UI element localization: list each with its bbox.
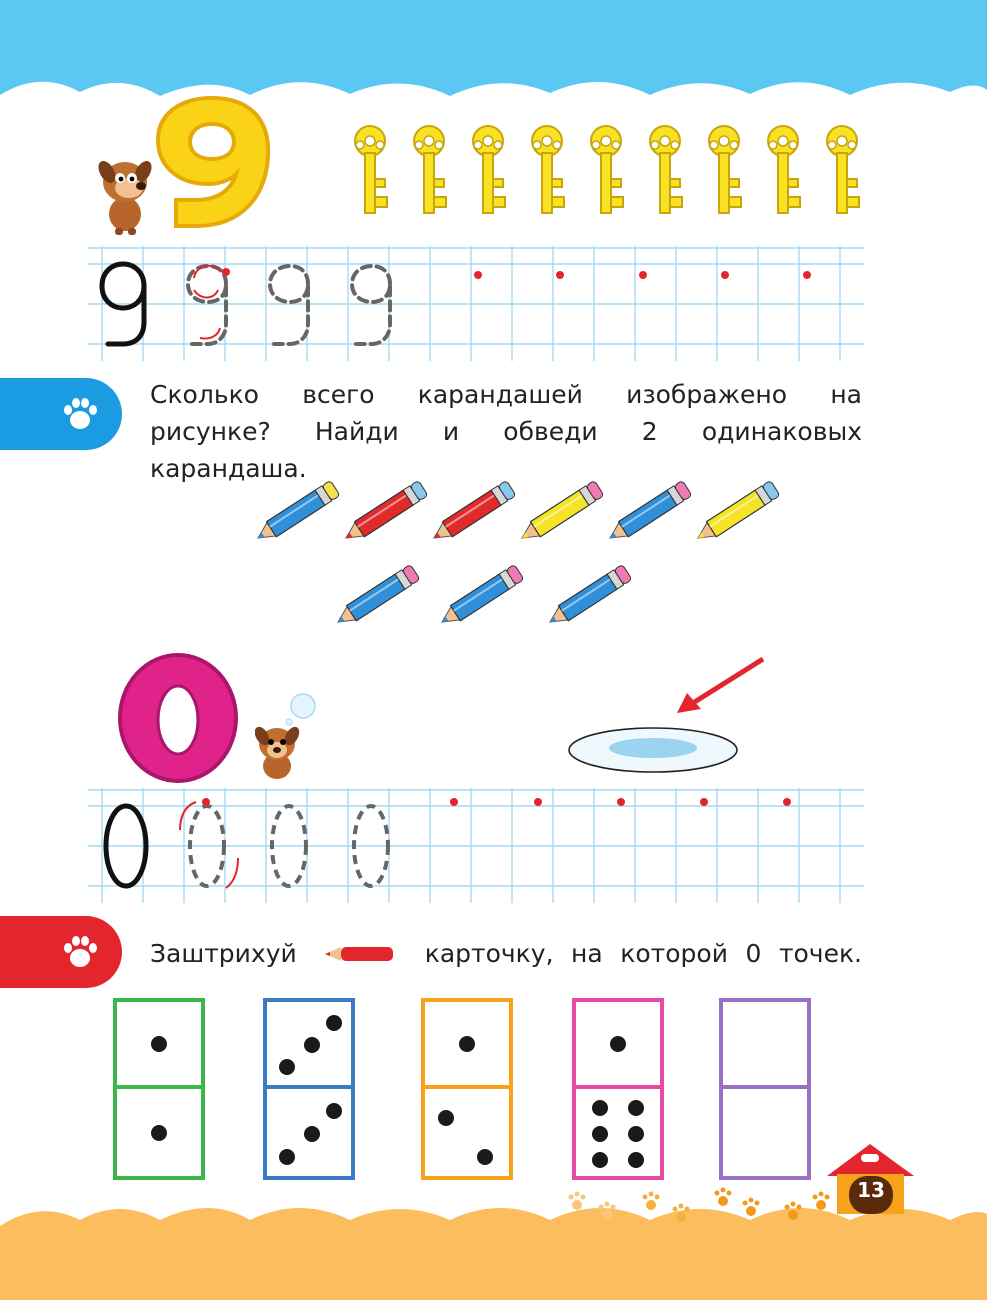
card-half-bottom xyxy=(723,1089,807,1176)
card-half-top xyxy=(267,1002,351,1089)
card-half-bottom xyxy=(425,1089,509,1176)
card-dot xyxy=(279,1149,295,1165)
digit-nine xyxy=(150,92,275,232)
domino-cards xyxy=(113,998,813,1184)
paw-trail xyxy=(565,1185,845,1230)
task2-line xyxy=(150,935,862,972)
card-dot xyxy=(304,1037,320,1053)
page-number: 13 xyxy=(857,1178,885,1202)
card-dot xyxy=(628,1152,644,1168)
card-half-top xyxy=(425,1002,509,1089)
card-dot xyxy=(592,1126,608,1142)
pencil-8[interactable] xyxy=(437,564,524,629)
card-dot xyxy=(459,1036,475,1052)
domino-card-3[interactable] xyxy=(421,998,513,1180)
card-half-top xyxy=(117,1002,201,1089)
card-dot xyxy=(326,1015,342,1031)
pencil-6[interactable] xyxy=(693,480,780,545)
paw-icon xyxy=(60,396,100,432)
domino-card-5[interactable] xyxy=(719,998,811,1180)
card-dot xyxy=(610,1036,626,1052)
doghouse-icon xyxy=(823,1140,918,1215)
task2-text-after: карточку, на которой 0 точек. xyxy=(424,939,862,968)
task1-text: Сколько всего карандашей изображено на рисунке? Найди и обведи 2 одинаковых карандаша. xyxy=(150,380,862,483)
domino-card-2[interactable] xyxy=(263,998,355,1180)
pencil-5[interactable] xyxy=(605,480,692,545)
card-dot xyxy=(628,1100,644,1116)
dog-icon xyxy=(255,692,320,782)
card-half-top xyxy=(576,1002,660,1089)
card-half-bottom xyxy=(117,1089,201,1176)
pencil-9[interactable] xyxy=(545,564,632,629)
domino-card-4[interactable] xyxy=(572,998,664,1180)
card-dot xyxy=(628,1126,644,1142)
task-tab-red xyxy=(0,916,122,988)
card-dot xyxy=(304,1126,320,1142)
keys-row xyxy=(348,123,868,218)
digit-zero xyxy=(112,650,247,785)
pencil-7[interactable] xyxy=(333,564,420,629)
task-tab-blue xyxy=(0,378,122,450)
card-dot xyxy=(477,1149,493,1165)
pencil-4[interactable] xyxy=(517,480,604,545)
pencil-icon xyxy=(323,943,397,965)
key-icons xyxy=(348,123,868,218)
card-half-bottom xyxy=(267,1089,351,1176)
card-half-bottom xyxy=(576,1089,660,1176)
card-dot xyxy=(279,1059,295,1075)
card-half-top xyxy=(723,1002,807,1089)
nine-tracing-grid[interactable] xyxy=(88,246,864,361)
sky-band xyxy=(0,0,987,120)
card-dot xyxy=(151,1036,167,1052)
pencil-2[interactable] xyxy=(341,480,428,545)
card-dot xyxy=(592,1100,608,1116)
card-dot xyxy=(326,1103,342,1119)
pencils-group[interactable] xyxy=(250,478,790,633)
card-dot xyxy=(592,1152,608,1168)
card-dot xyxy=(438,1110,454,1126)
paw-icon xyxy=(60,934,100,970)
task2-text-before: Заштрихуй xyxy=(150,939,297,968)
pencil-1[interactable] xyxy=(253,480,340,545)
plate-with-arrow xyxy=(565,655,770,775)
zero-tracing-grid[interactable] xyxy=(88,788,864,903)
domino-card-1[interactable] xyxy=(113,998,205,1180)
pencil-3[interactable] xyxy=(429,480,516,545)
card-dot xyxy=(151,1125,167,1141)
